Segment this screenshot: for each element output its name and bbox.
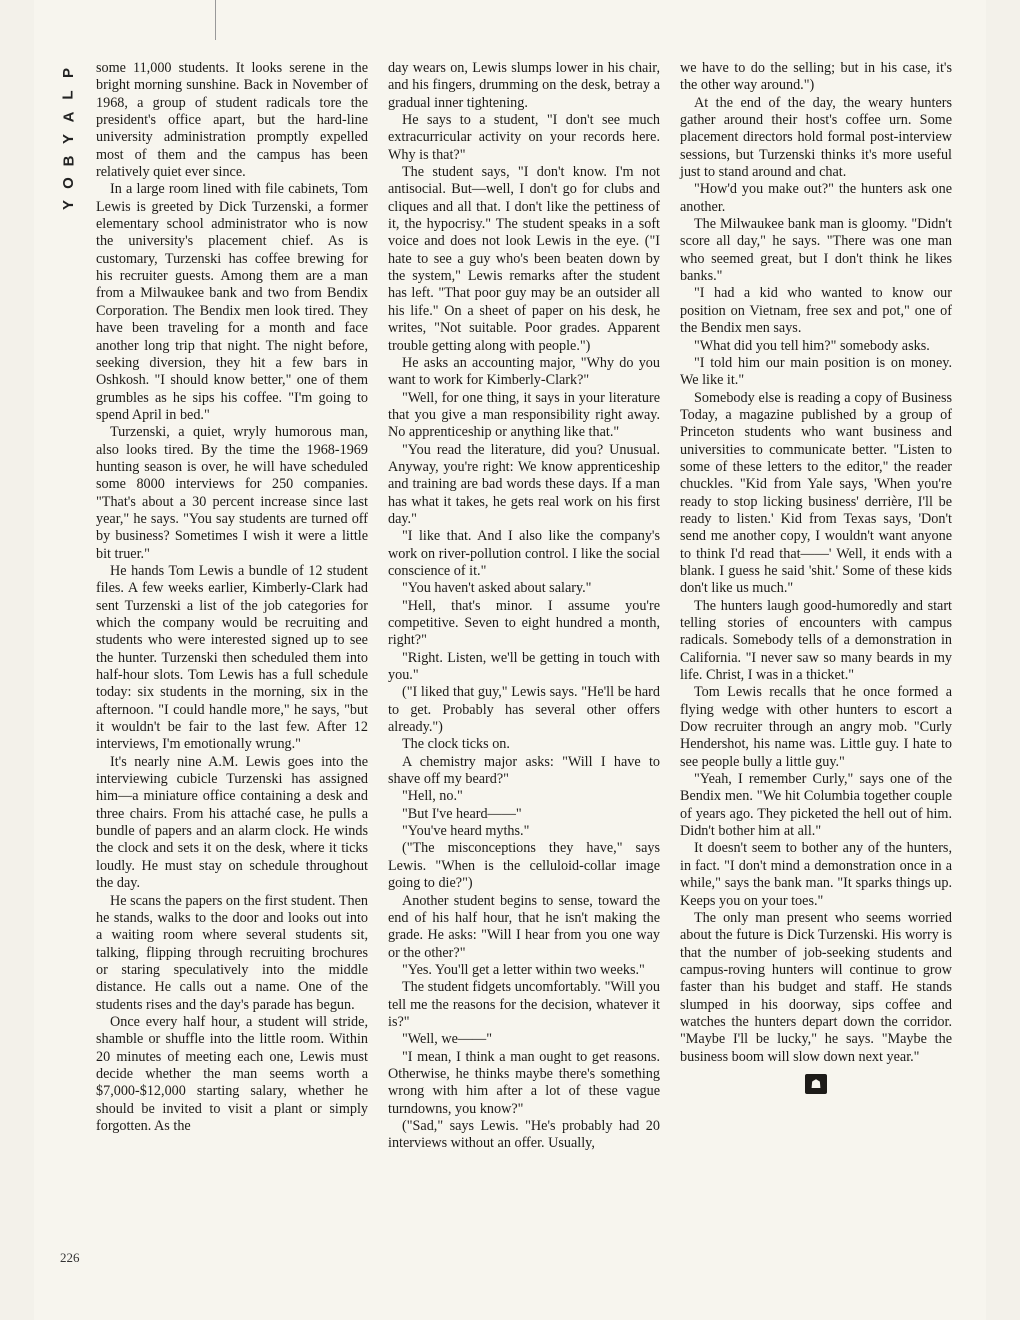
paragraph: ("The misconceptions they have," says Lewis. "When is the celluloid-collar image going to die?") [388,840,660,892]
paragraph: In a large room lined with file cabinets, Tom Lewis is greeted by Dick Turzenski, a former elementary school administrator who is now the university's placement chief. As is customary, Turzenski has coffee brewing for his recruiter guests. Among them are a man from a Milwaukee bank and two from Bendix Corporation. The Bendix men look tired. They have been traveling for a month and face another long trip that night. The night before, seeking diversion, they hit a few bars in Oshkosh. "I should know better," one of them grumbles as he sips his coffee. "I'm going to spend April in bed." [96,181,368,423]
magazine-side-logo-letter: Y [59,133,77,145]
paragraph: "You've heard myths." [402,823,530,840]
paragraph: Another student begins to sense, toward the end of his half hour, that he isn't making the grade. He asks: "Will I hear from you one way or the other?" [388,892,660,961]
paragraph: The only man present who seems worried about the future is Dick Turzenski. His worry is that the number of job-seeking students and campus-roving hunters will continue to grow faster than his budget and staff. He stands slumped in his doorway, sips coffee and watches the hunters depart down the corridor. "Maybe I'll be lucky," he says. "Maybe the business boom will slow down next year." [680,909,952,1065]
paragraph: The clock ticks on. [402,736,510,753]
paragraph: "Yes. You'll get a letter within two weeks." [402,961,645,978]
binding-mark [215,0,216,40]
paragraph: "Well, for one thing, it says in your literature that you give a man responsibility right away. No apprenticeship or anything like that." [388,389,660,441]
text-column-2 [388,60,660,1153]
magazine-side-logo-letter: A [60,111,77,123]
paragraph: He asks an accounting major, "Why do you want to work for Kimberly-Clark?" [388,354,660,389]
magazine-side-logo-letter: Y [59,199,77,211]
paragraph: It's nearly nine A.M. Lewis goes into the interviewing cubicle Turzenski has assigned him—a miniature office containing a desk and three chairs. From his attaché case, he pulls a bundle of papers and an alarm clock. He winds the clock and sets it on the desk, where it ticks loudly. He must stay on schedule throughout the day. [96,753,368,892]
paragraph: "You read the literature, did you? Unusual. Anyway, you're right: We know apprenticeship and training are bad words these days. If a man has what it takes, he gets real work on his first day." [388,441,660,527]
paragraph: The hunters laugh good-humoredly and start telling stories of encounters with campus radicals. Somebody tells of a demonstration in California. "I never saw so many beards in my life. Christ, I was in a thicket." [680,597,952,684]
paragraph: The Milwaukee bank man is gloomy. "Didn't score all day," he says. "There was one man who seemed great, but I don't think he likes banks." [680,216,952,285]
paragraph: A chemistry major asks: "Will I have to shave off my beard?" [388,753,660,788]
paragraph: "Well, we——" [402,1031,493,1048]
end-of-article-mark: ☗ [805,1074,827,1094]
paragraph: "You haven't asked about salary." [402,580,592,597]
paragraph: day wears on, Lewis slumps lower in his chair, and his fingers, drumming on the desk, betray a gradual inner tightening. [388,60,660,111]
paragraph: "I told him our main position is on money. We like it." [680,354,952,389]
paragraph: "Right. Listen, we'll be getting in touch with you." [388,649,660,684]
paragraph: The student says, "I don't know. I'm not antisocial. But—well, I don't go for clubs and cliques and all that. I don't like the pettiness of it, the hypocrisy." The student speaks in a soft voice and does not look Lewis in the eye. ("I hate to see a guy who's been beaten down by the system," Lewis remarks after the student has left. "That poor guy may be an outsider all his life." On a sheet of paper on his desk, he writes, "Not suitable. Poor grades. Apparent trouble getting along with people.") [388,164,660,354]
paragraph: "Hell, no." [402,788,463,805]
paragraph: "Yeah, I remember Curly," says one of the Bendix men. "We hit Columbia together couple of years ago. They picketed the hell out of him. Didn't bother him at all." [680,771,952,840]
paragraph: It doesn't seem to bother any of the hunters, in fact. "I don't mind a demonstration once in a while," says the bank man. "It sparks things up. Keeps you on your toes." [680,840,952,909]
paragraph: we have to do the selling; but in his case, it's the other way around.") [680,60,952,94]
paragraph: Somebody else is reading a copy of Business Today, a magazine published by a group of Princeton students who want business and universities to communicate better. "Listen to some of these letters to the editor," the reader chuckles. "Kid from Yale says, 'When you're ready to stop licking business' derrière, I'll be ready to listen.' Kid from Texas says, 'Don't send me another copy, I wouldn't want anyone to think I'd read that——' Well, it ends with a blank. I guess he said 'shit.' Some of these kids don't like us much." [680,389,952,597]
paragraph: "What did you tell him?" somebody asks. [694,337,930,354]
paragraph: Turzenski, a quiet, wryly humorous man, also looks tired. By the time the 1968-1969 hunting season is over, he will have scheduled some 8000 interviews for 250 companies. "That's about a 30 percent increase since last year," he says. "You say students are turned off by business? Sometimes I wish it were a little bit truer." [96,424,368,562]
page-number: 226 [60,1250,80,1265]
paragraph: "I mean, I think a man ought to get reasons. Otherwise, he thinks maybe there's something wrong with him after a lot of these vague turndowns, you know?" [388,1048,660,1117]
paragraph: some 11,000 students. It looks serene in the bright morning sunshine. Back in November of 1968, a group of student radicals tore the president's office apart, but the hard-line university administration promptly expelled most of them and the campus has been relatively quiet ever since. [96,60,368,181]
paragraph: ("Sad," says Lewis. "He's probably had 20 interviews without an offer. Usually, [388,1117,660,1152]
paragraph: The student fidgets uncomfortably. "Will you tell me the reasons for the decision, whatever it is?" [388,979,660,1030]
paragraph: He hands Tom Lewis a bundle of 12 student files. A few weeks earlier, Kimberly-Clark had sent Turzenski a list of the job categories for which the company would be recruiting and students who were interested signed up to see the hunter. Turzenski then scheduled them into half-hour slots. Tom Lewis has a full schedule today: six students in the morning, six in the afternoon. "I could handle more," he says, "but it wouldn't be fair to the last few. After 12 interviews, I'm emotionally wrung." [96,562,368,753]
paragraph: "But I've heard——" [402,805,522,822]
text-column-3 [680,60,952,1094]
paragraph: At the end of the day, the weary hunters gather around their host's coffee urn. Some placement directors hold formal post-interview sessions, but Turzenski thinks it's more useful just to stand around and chat. [680,94,952,181]
paragraph: He scans the papers on the first student. Then he stands, walks to the door and looks out into a waiting room where several students sit, talking, flipping through recruiting brochures or staring speculatively into the middle distance. He calls out a name. One of the students rises and the day's parade has begun. [96,892,368,1013]
paragraph: He says to a student, "I don't see much extracurricular activity on your records here. Why is that?" [388,112,660,163]
paragraph: "I had a kid who wanted to know our position on Vietnam, free sex and pot," one of the Bendix men says. [680,285,952,337]
paragraph: ("I liked that guy," Lewis says. "He'll be hard to get. Probably has several other offers already.") [388,684,660,736]
magazine-side-logo-letter: L [59,90,77,100]
magazine-side-logo-letter: B [60,155,77,167]
paragraph: "I like that. And I also like the company's work on river-pollution control. I like the social conscience of it." [388,528,660,579]
magazine-side-logo [58,62,80,216]
paragraph: Once every half hour, a student will stride, shamble or shuffle into the little room. Within 20 minutes of meeting each one, Lewis must decide whether the man seems worth a $7,000-$12,000 starting salary, whether he should be invited to visit a plant or simply forgotten. As the [96,1013,368,1134]
magazine-side-logo-letter: P [59,67,77,79]
paragraph: "Hell, that's minor. I assume you're competitive. Seven to eight hundred a month, right?" [388,597,660,649]
magazine-side-logo-letter: O [59,177,77,189]
text-column-1 [96,60,368,1135]
paragraph: "How'd you make out?" the hunters ask one another. [680,181,952,215]
paragraph: Tom Lewis recalls that he once formed a flying wedge with other hunters to escort a Dow recruiter through an angry mob. "Curly Hendershot, his name was. Little guy. I hate to see people bully a little guy." [680,684,952,770]
